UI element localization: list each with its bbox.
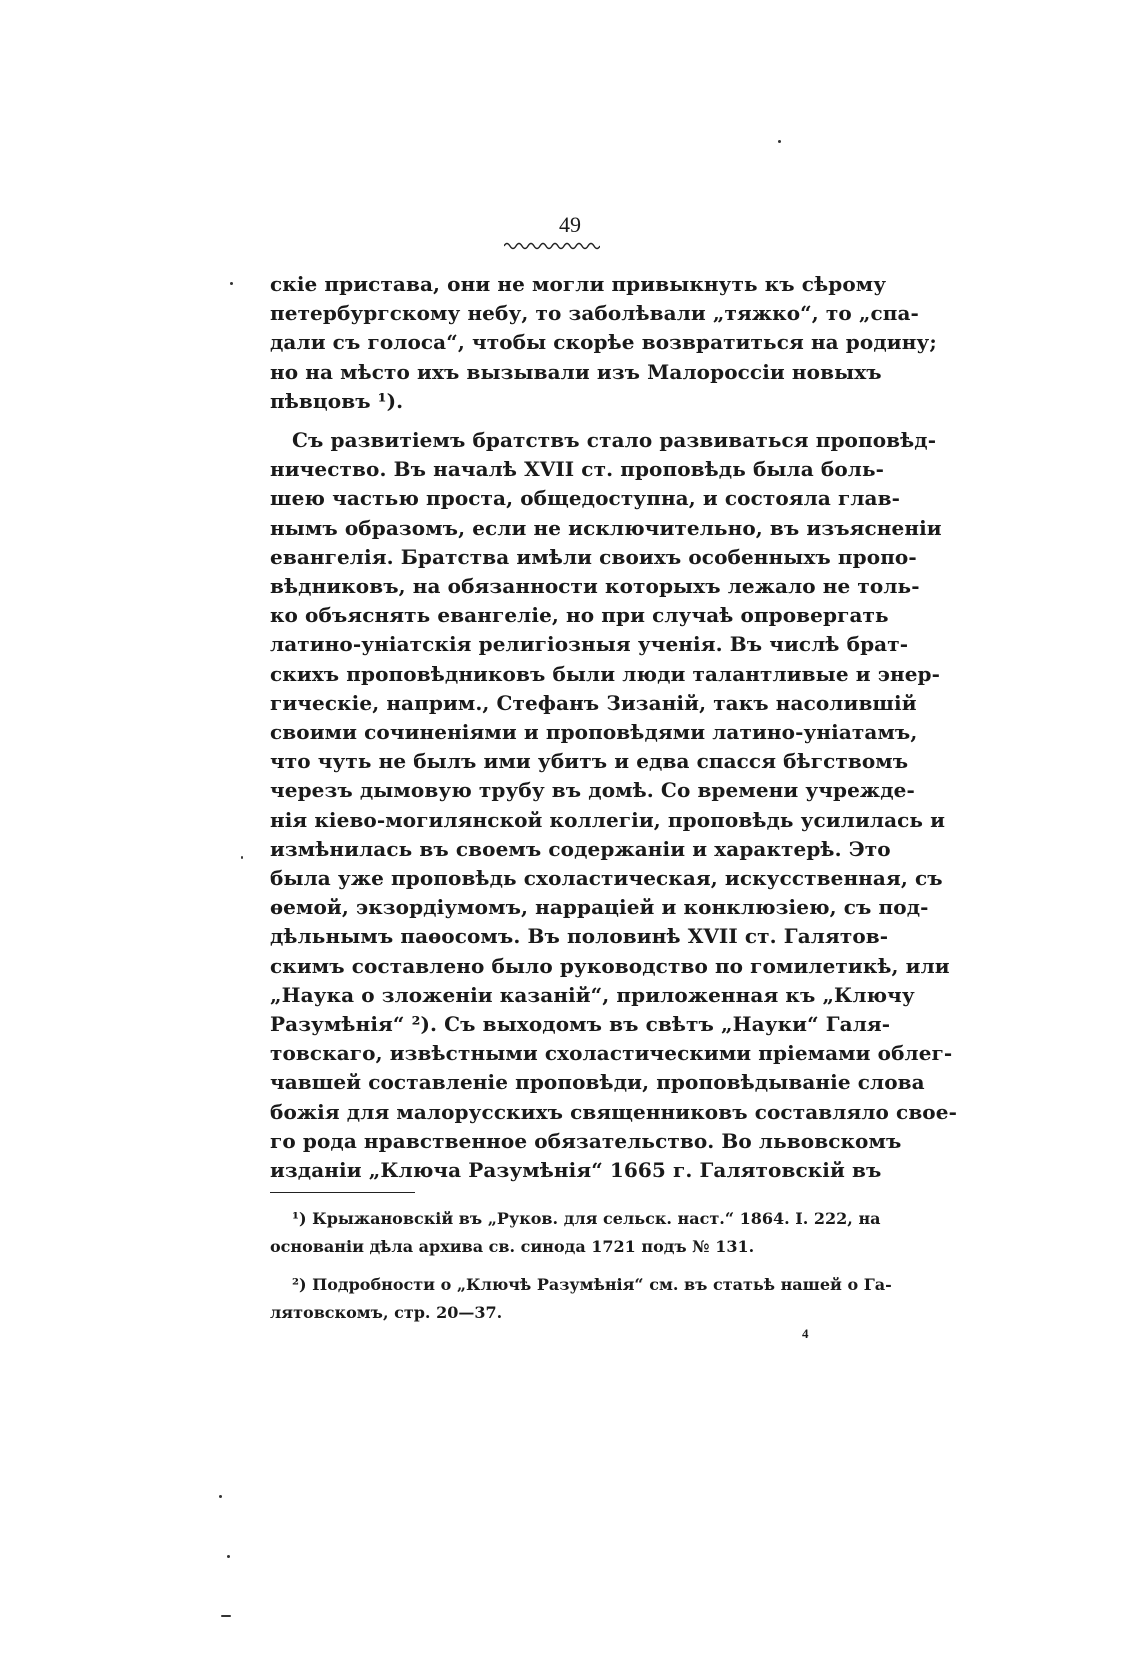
text-line: но на мѣсто ихъ вызывали изъ Малороссіи новыхъ [270, 359, 882, 384]
footnote-divider [270, 1192, 415, 1193]
text-line: нымъ образомъ, если не исключительно, въ изъясненіи [270, 515, 942, 540]
text-line: нія кіево-могилянской коллегіи, проповѣдь усилилась и [270, 807, 946, 832]
text-line: черезъ дымовую трубу въ домѣ. Со времени учрежде- [270, 778, 915, 803]
text-line: скіе пристава, они не могли привыкнуть къ сѣрому [270, 272, 887, 296]
text-line: что чуть не былъ ими убитъ и едва спасся бѣгствомъ [270, 749, 909, 774]
footnote-line: ¹) Крыжановскій въ „Руков. для сельск. наст.“ 1864. I. 222, на [292, 1209, 881, 1228]
text-line: ничество. Въ началѣ XVII ст. проповѣдь была боль- [270, 457, 885, 482]
text-line: товскаго, извѣстными схоластическими пріемами облег- [270, 1041, 953, 1066]
text-line: измѣнилась въ своемъ содержаніи и характерѣ. Это [270, 836, 891, 861]
scan-speck [221, 1615, 231, 1617]
text-line: петербургскому небу, то заболѣвали „тяжко“, то „спа- [270, 301, 919, 326]
scan-speck [230, 282, 233, 285]
text-line: латино-уніатскія религіозныя ученія. Въ числѣ брат- [270, 632, 909, 657]
text-line: пѣвцовъ ¹). [270, 388, 404, 413]
scan-speck [227, 1555, 230, 1558]
text-line: ко объяснять евангеліе, но при случаѣ опровергать [270, 603, 889, 628]
main-text [270, 270, 957, 1185]
text-line: гическіе, наприм., Стефанъ Зизаній, такъ насолившій [270, 690, 917, 715]
text-line: скихъ проповѣдниковъ были люди талантливые и энер- [270, 661, 941, 686]
text-line: вѣдниковъ, на обязанности которыхъ лежало не толь- [270, 574, 920, 599]
footnote-line: лятовскомъ, стр. 20—37. [270, 1303, 503, 1322]
text-line: чавшей составленіе проповѣди, проповѣдываніе слова [270, 1070, 925, 1095]
text-line: дѣльнымъ паѳосомъ. Въ половинѣ XVII ст. Галятов- [270, 924, 889, 949]
footnote-line: основаніи дѣла архива св. синода 1721 подъ № 131. [270, 1237, 755, 1256]
printer-signature: 4 [802, 1326, 809, 1341]
scan-speck [778, 140, 781, 143]
scan-speck [241, 856, 243, 859]
text-line: была уже проповѣдь схоластическая, искусственная, съ [270, 866, 943, 891]
decorative-wavy-rule [504, 240, 600, 250]
text-line: божія для малорусскихъ священниковъ составляло свое- [270, 1099, 957, 1124]
text-line: Съ развитіемъ братствъ стало развиваться проповѣд- [292, 428, 937, 453]
text-line: скимъ составлено было руководство по гомилетикѣ, или [270, 953, 950, 978]
text-line: своими сочиненіями и проповѣдями латино-уніатамъ, [270, 720, 918, 745]
page-number: 49 [559, 212, 581, 237]
footnote-line: ²) Подробности о „Ключѣ Разумѣнія“ см. въ статьѣ нашей о Га- [292, 1275, 892, 1294]
text-line: евангелія. Братства имѣли своихъ особенныхъ пропо- [270, 544, 917, 569]
text-line: го рода нравственное обязательство. Во львовскомъ [270, 1128, 902, 1153]
text-line: дали съ голоса“, чтобы скорѣе возвратиться на родину; [270, 330, 937, 355]
text-line: „Наука о зложеніи казаній“, приложенная къ „Ключу [270, 982, 915, 1007]
text-line: ѳемой, экзордіумомъ, нарраціей и конклюзіею, съ под- [270, 895, 929, 920]
scan-speck [219, 1495, 222, 1498]
text-line: Разумѣнія“ ²). Съ выходомъ въ свѣтъ „Науки“ Галя- [270, 1012, 891, 1037]
text-line: изданіи „Ключа Разумѣнія“ 1665 г. Галятовскій въ [270, 1158, 882, 1183]
footnotes [270, 1205, 892, 1327]
text-line: шею частью проста, общедоступна, и состояла глав- [270, 486, 901, 511]
